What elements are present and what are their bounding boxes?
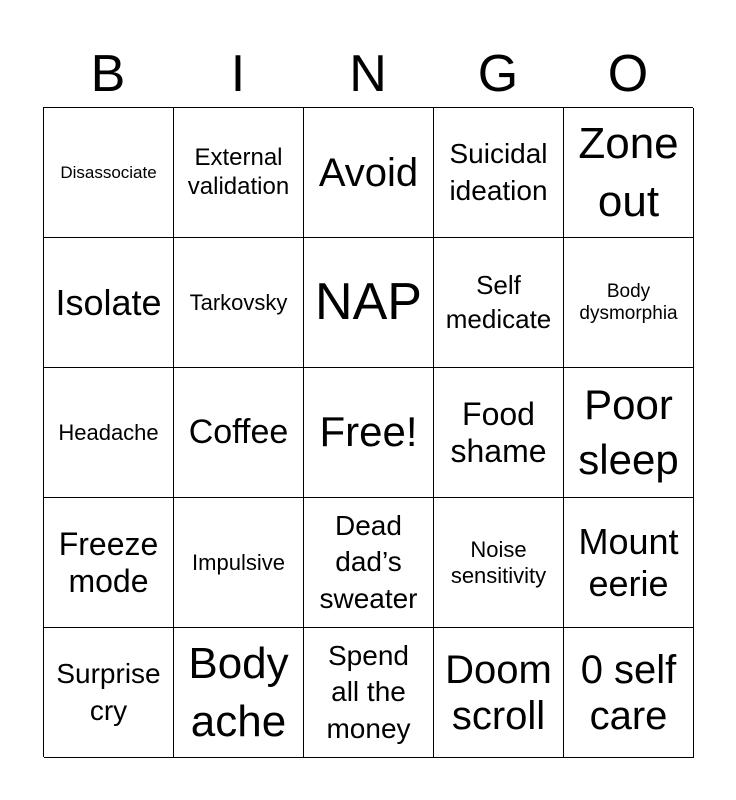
bingo-header — [43, 40, 693, 108]
bingo-cell-10 — [564, 238, 694, 368]
cell-label: Suicidal ideation — [449, 138, 548, 206]
cell-label: NAP — [315, 272, 422, 331]
bingo-cell-7 — [174, 238, 304, 368]
bingo-cell-13 — [304, 368, 434, 498]
bingo-cell-4 — [434, 108, 564, 238]
cell-label: Avoid — [318, 150, 419, 195]
bingo-cell-21 — [44, 628, 174, 758]
cell-label: Noise sensitivity — [450, 537, 547, 588]
cell-label: Spend all the money — [326, 639, 411, 744]
bingo-cell-6 — [44, 238, 174, 368]
cell-label: 0 self care — [580, 647, 677, 738]
bingo-cell-9 — [434, 238, 564, 368]
cell-label: External validation — [187, 143, 290, 200]
header-letter-n: N — [349, 45, 387, 103]
bingo-cell-22 — [174, 628, 304, 758]
bingo-cell-11 — [44, 368, 174, 498]
cell-label: Free! — [319, 408, 418, 456]
cell-label: Headache — [58, 419, 159, 445]
cell-label: Mount eerie — [578, 521, 679, 604]
cell-label: Zone out — [578, 119, 679, 226]
header-letter-b: B — [90, 45, 126, 103]
cell-label: Freeze mode — [58, 525, 159, 599]
bingo-cell-1 — [44, 108, 174, 238]
bingo-cell-17 — [174, 498, 304, 628]
bingo-cell-25 — [564, 628, 694, 758]
cell-label: Surprise cry — [56, 658, 161, 726]
bingo-cell-14 — [434, 368, 564, 498]
cell-label: Impulsive — [192, 549, 285, 575]
cell-label: Poor sleep — [578, 380, 679, 483]
bingo-cell-23 — [304, 628, 434, 758]
bingo-cell-24 — [434, 628, 564, 758]
bingo-cell-16 — [44, 498, 174, 628]
cell-label: Isolate — [55, 281, 162, 323]
bingo-cell-12 — [174, 368, 304, 498]
bingo-cell-15 — [564, 368, 694, 498]
bingo-cell-20 — [564, 498, 694, 628]
cell-label: Food shame — [450, 395, 547, 469]
bingo-board — [43, 107, 693, 757]
bingo-cell-8 — [304, 238, 434, 368]
header-letter-i: I — [230, 45, 246, 103]
cell-label: Disassociate — [60, 162, 157, 182]
cell-label: Self medicate — [445, 269, 552, 334]
cell-label: Coffee — [188, 413, 289, 452]
header-letter-o: O — [607, 45, 649, 103]
bingo-cell-19 — [434, 498, 564, 628]
cell-label: Doom scroll — [445, 647, 552, 738]
cell-label: Dead dad’s sweater — [319, 509, 418, 614]
bingo-cell-5 — [564, 108, 694, 238]
cell-label: Body ache — [188, 639, 289, 746]
bingo-cell-2 — [174, 108, 304, 238]
header-letter-g: G — [477, 45, 519, 103]
bingo-cell-3 — [304, 108, 434, 238]
cell-label: Body dysmorphia — [579, 280, 678, 324]
bingo-cell-18 — [304, 498, 434, 628]
cell-label: Tarkovsky — [189, 289, 288, 315]
